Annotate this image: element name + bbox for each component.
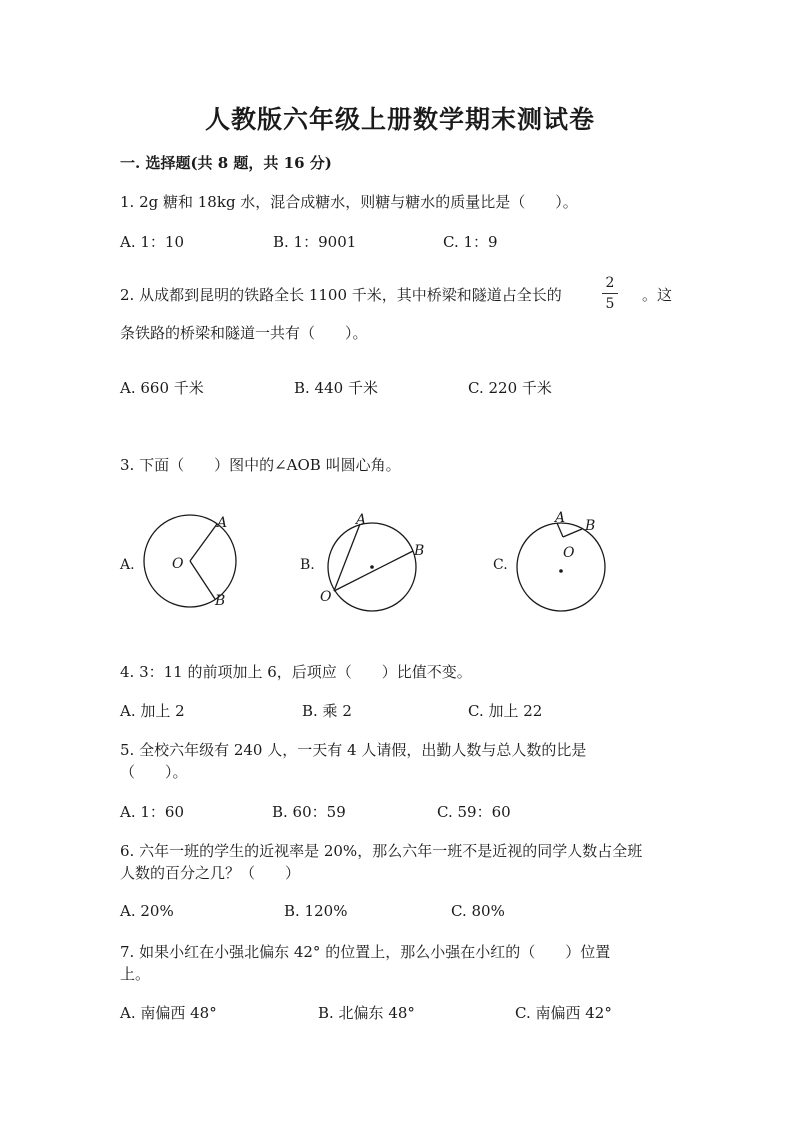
question-2-stem-part3: 条铁路的桥梁和隧道一共有（ ）。 (120, 324, 368, 342)
question-3-stem: 3. 下面（ ）图中的∠AOB 叫圆心角。 (120, 456, 401, 474)
question-1-option-a: A. 1：10 (120, 233, 184, 251)
question-5-option-a: A. 1：60 (120, 803, 184, 821)
question-6-option-b: B. 120% (284, 902, 348, 920)
figure-c-point-o: O (563, 545, 575, 561)
question-4-option-b: B. 乘 2 (302, 702, 352, 720)
figure-b-chord-ob (334, 551, 413, 591)
question-1-stem: 1. 2g 糖和 18kg 水，混合成糖水，则糖与糖水的质量比是（ ）。 (120, 193, 578, 211)
question-2-option-c: C. 220 千米 (468, 379, 552, 397)
question-5-option-b: B. 60：59 (272, 803, 346, 821)
question-1-option-c: C. 1：9 (443, 233, 498, 251)
figure-c (493, 505, 623, 615)
section-heading: 一. 选择题(共 8 题，共 16 分) (120, 154, 332, 172)
figure-b-chord-oa (334, 524, 360, 591)
fraction-denominator: 5 (605, 296, 615, 312)
question-6-option-c: C. 80% (451, 902, 505, 920)
figure-a (120, 505, 250, 615)
figure-a-radius-oa (190, 524, 217, 561)
question-2-option-a: A. 660 千米 (120, 379, 204, 397)
figure-b-point-a: A (356, 512, 367, 528)
figure-c-point-b: B (585, 518, 596, 534)
figure-b-center-dot (370, 565, 374, 569)
figure-b-point-o: O (320, 589, 332, 605)
question-7-option-a: A. 南偏西 48° (120, 1004, 217, 1022)
fraction-two-fifths (602, 275, 618, 312)
question-7-stem-line1: 7. 如果小红在小强北偏东 42° 的位置上，那么小强在小红的（ ）位置 (120, 943, 611, 961)
figure-c-center-dot (559, 569, 563, 573)
figure-a-radius-ob (190, 561, 215, 599)
figure-c-line-ob (563, 529, 582, 537)
question-6-stem-line2: 人数的百分之几？（ ） (120, 864, 301, 882)
figure-b-label: B. (300, 557, 315, 573)
figure-b (300, 505, 440, 615)
figure-a-point-o: O (172, 556, 184, 572)
question-4-option-a: A. 加上 2 (120, 702, 185, 720)
question-5-option-c: C. 59：60 (437, 803, 511, 821)
figure-a-point-b: B (215, 593, 226, 609)
question-2-stem-part1: 2. 从成都到昆明的铁路全长 1100 千米，其中桥梁和隧道占全长的 (120, 286, 562, 304)
figure-b-point-b: B (414, 543, 425, 559)
question-6-option-a: A. 20% (120, 902, 174, 920)
question-5-stem-line2: （ ）。 (120, 763, 188, 781)
figure-c-label: C. (493, 557, 508, 573)
question-5-stem-line1: 5. 全校六年级有 240 人，一天有 4 人请假，出勤人数与总人数的比是 (120, 741, 587, 759)
question-4-stem: 4. 3：11 的前项加上 6，后项应（ ）比值不变。 (120, 663, 472, 681)
question-7-option-c: C. 南偏西 42° (515, 1004, 612, 1022)
question-2-option-b: B. 440 千米 (294, 379, 378, 397)
fraction-bar (602, 293, 618, 294)
question-7-option-b: B. 北偏东 48° (318, 1004, 415, 1022)
figure-a-label: A. (120, 557, 135, 573)
question-4-option-c: C. 加上 22 (468, 702, 543, 720)
figure-c-circle (517, 523, 605, 611)
figure-a-point-a: A (217, 515, 228, 531)
question-1-option-b: B. 1：9001 (273, 233, 357, 251)
figure-c-point-a: A (555, 510, 566, 526)
question-7-stem-line2: 上。 (120, 965, 151, 983)
question-2-stem-part2: 。这 (642, 286, 673, 304)
question-6-stem-line1: 6. 六年一班的学生的近视率是 20%，那么六年一班不是近视的同学人数占全班 (120, 842, 643, 860)
fraction-numerator: 2 (605, 275, 615, 291)
page-title: 人教版六年级上册数学期末测试卷 (204, 105, 595, 134)
